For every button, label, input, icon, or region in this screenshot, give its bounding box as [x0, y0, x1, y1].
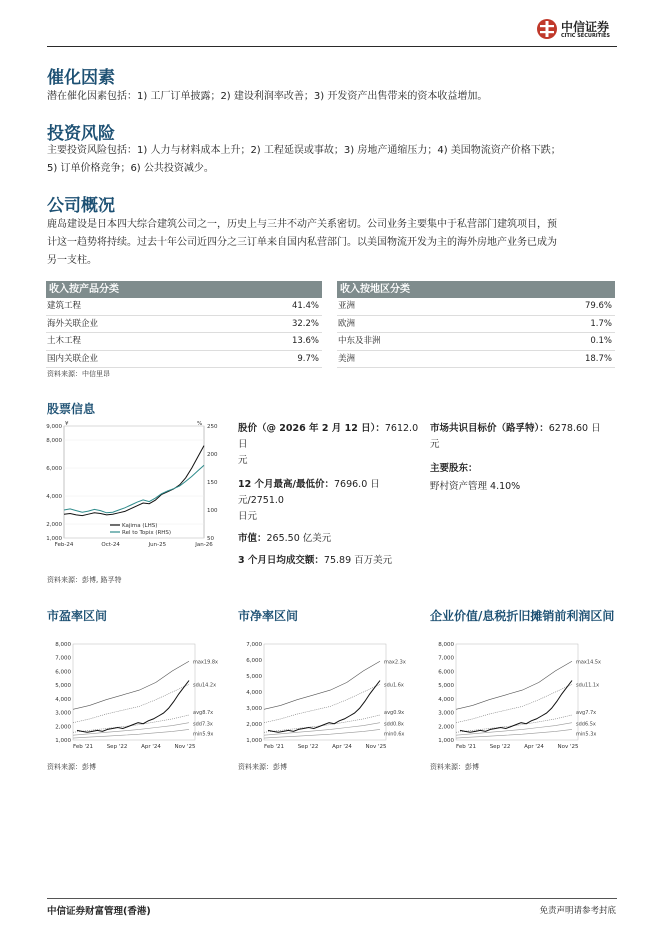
y-tick: 1,000 [55, 738, 71, 744]
logo-name-cn: 中信证券 [561, 20, 610, 34]
y-tick: 5,000 [438, 683, 454, 690]
right-unit-label: % [197, 421, 203, 427]
x-tick: Sep '22 [106, 744, 128, 750]
price-chart-frame [64, 426, 204, 538]
pb-band-chart [238, 636, 418, 752]
y-tick: 7,000 [55, 655, 71, 662]
logo-name-en: CITIC SECURITIES [561, 33, 610, 39]
x-tick: Feb '21 [264, 744, 284, 750]
price-label: 股价（@ 2026 年 2 月 12 日）： [238, 423, 385, 434]
band-label: sdd0.8x [384, 721, 404, 728]
price-unit: 元 [238, 455, 248, 466]
row-label: 土木工程 [47, 336, 82, 346]
band-label: sdu1.6x [384, 682, 404, 689]
mcap-line [238, 531, 424, 547]
y-tick-right: 100 [207, 508, 218, 514]
y-tick: 2,000 [246, 722, 262, 728]
band-label: min5.3x [576, 731, 597, 738]
row-label: 中东及非洲 [338, 336, 381, 346]
row-label: 美洲 [338, 353, 356, 364]
overview-line-3: 另一支柱。 [47, 255, 97, 266]
band-label: avg8.7x [193, 710, 214, 717]
row-label: 建筑工程 [47, 301, 82, 311]
band-label: sdu11.1x [576, 682, 600, 689]
legend-rel-topix: Rel to Topix (RHS) [122, 530, 172, 536]
y-tick: 4,000 [246, 690, 262, 696]
table-row [337, 333, 615, 351]
band-label: max2.3x [384, 659, 406, 666]
y-tick: 6,000 [55, 669, 71, 676]
high-low-unit: 日元 [238, 511, 258, 522]
band-label: min0.6x [384, 731, 405, 738]
y-tick-left: 8,000 [46, 438, 62, 444]
source-note-3b: 资料来源：彭博 [238, 763, 287, 771]
x-tick: Apr '24 [332, 744, 352, 750]
row-value: 1.7% [590, 318, 612, 329]
risks-title: 投资风险 [47, 124, 115, 144]
y-tick: 8,000 [55, 642, 71, 648]
band-label: sdd7.3x [193, 721, 213, 728]
band-label: sdd6.5x [576, 721, 596, 728]
source-note-3a: 资料来源：彭博 [47, 763, 96, 771]
y-tick: 7,000 [246, 642, 262, 648]
y-tick: 1,000 [246, 738, 262, 744]
revenue-by-region-table [337, 281, 615, 368]
catalysts-text: 潜在催化因素包括：1) 工厂订单披露；2) 建设利润率改善；3) 开发资产出售带来的资本收益增加。 [47, 91, 488, 102]
revenue-by-region-header: 收入按地区分类 [337, 281, 615, 298]
y-tick: 5,000 [55, 683, 71, 690]
ev-band-chart [430, 636, 610, 752]
band-label: min5.9x [193, 731, 214, 738]
chart-frame [264, 644, 386, 740]
x-tick: Nov '25 [365, 744, 387, 750]
revenue-by-product-table [46, 281, 322, 368]
catalysts-title: 催化因素 [47, 68, 115, 88]
holder-value: 野村资产管理 4.10% [430, 481, 521, 492]
stock-info-middle [238, 421, 424, 569]
table-row [46, 351, 322, 369]
y-tick: 6,000 [246, 658, 262, 664]
holder-label [430, 461, 616, 477]
price-value: 7612.0 日 [238, 423, 419, 450]
y-tick: 3,000 [438, 710, 454, 717]
band-label: max14.5x [576, 659, 601, 666]
footer-rule [47, 898, 617, 899]
y-tick: 1,000 [438, 738, 454, 744]
pb-band-title: 市净率区间 [238, 609, 299, 623]
x-tick: Sep '22 [297, 744, 319, 750]
chart-frame [73, 644, 195, 740]
adv-value: 75.89 百万美元 [323, 555, 393, 566]
row-label: 海外关联企业 [47, 318, 99, 329]
row-label: 亚洲 [338, 301, 356, 311]
y-tick-left: 4,000 [46, 494, 62, 500]
y-tick: 6,000 [438, 669, 454, 676]
x-tick: Apr '24 [141, 744, 161, 750]
row-value: 41.4% [291, 301, 319, 311]
holder-label-text: 主要股东： [430, 463, 478, 474]
target-line [430, 421, 616, 437]
band-label: avg0.9x [384, 710, 405, 717]
table-row [46, 316, 322, 334]
table-row [337, 298, 615, 316]
ev-band-title: 企业价值/息税折旧摊销前利润区间 [430, 609, 615, 623]
y-tick-left: 2,000 [46, 522, 62, 528]
x-tick: Jun-25 [148, 542, 167, 548]
legend-kajima: Kajima (LHS) [122, 523, 158, 529]
y-tick: 7,000 [438, 655, 454, 662]
overview-title: 公司概况 [47, 196, 115, 216]
x-tick: Sep '22 [489, 744, 511, 750]
row-value: 13.6% [291, 336, 319, 346]
y-tick: 8,000 [438, 642, 454, 648]
y-tick: 4,000 [438, 696, 454, 703]
mcap-value: 265.50 亿美元 [266, 533, 332, 544]
source-note-1: 资料来源：中信里昂 [47, 370, 110, 378]
y-tick-left: 6,000 [46, 466, 62, 472]
overview-line-1: 鹿岛建设是日本四大综合建筑公司之一，历史上与三井不动产关系密切。公司业务主要集中于私营部门建筑项目，预 [47, 219, 557, 230]
y-tick-right: 150 [207, 480, 218, 486]
mcap-label: 市值： [238, 533, 267, 544]
row-value: 0.1% [590, 336, 612, 346]
table-row [337, 351, 615, 369]
risks-line-1: 主要投资风险包括：1) 人力与材料成本上升；2) 工程延误或事故；3) 房地产通缩压力；4) 美国物流资产价格下跌； [47, 145, 561, 156]
y-tick: 3,000 [55, 710, 71, 717]
source-note-2: 资料来源：彭博, 路孚特 [47, 576, 122, 584]
target-value: 6278.60 日 [548, 423, 601, 434]
pe-band-title: 市盈率区间 [47, 609, 108, 623]
y-tick: 3,000 [246, 706, 262, 712]
x-tick: Nov '25 [174, 744, 196, 750]
table-row [337, 316, 615, 334]
y-tick-right: 50 [207, 536, 214, 542]
x-tick: Apr '24 [524, 744, 544, 750]
pe-band-chart [47, 636, 227, 752]
row-label: 欧洲 [338, 318, 356, 329]
row-value: 32.2% [291, 318, 319, 329]
y-tick-right: 250 [207, 424, 218, 430]
high-low-value: 7696.0 日元/2751.0 [238, 479, 380, 506]
band-label: sdu14.2x [193, 682, 217, 689]
x-tick: Nov '25 [557, 744, 579, 750]
row-label: 国内关联企业 [47, 353, 99, 364]
table-row [46, 298, 322, 316]
x-tick: Feb '21 [73, 744, 93, 750]
revenue-by-product-header: 收入按产品分类 [46, 281, 322, 298]
target-unit: 元 [430, 439, 440, 450]
adv-line [238, 553, 424, 569]
price-line [238, 421, 424, 453]
y-tick-right: 200 [207, 452, 218, 458]
x-tick: Feb-24 [54, 542, 74, 548]
adv-label: 3 个月日均成交额： [238, 555, 324, 566]
band-label: avg7.7x [576, 710, 597, 717]
y-tick-left: 9,000 [46, 424, 62, 430]
row-value: 9.7% [297, 353, 319, 364]
overview-line-2: 计这一趋势将持续。过去十年公司近四分之三订单来自国内私营部门。以美国物流开发为主的海外房地产业务已成为 [47, 237, 557, 248]
stock-info-title: 股票信息 [47, 402, 96, 416]
y-tick: 4,000 [55, 696, 71, 703]
footer-right: 免责声明请参考封底 [539, 906, 616, 916]
high-low-line [238, 477, 424, 509]
x-tick: Oct-24 [101, 542, 120, 548]
table-row [46, 333, 322, 351]
band-label: max19.8x [193, 659, 218, 666]
y-tick: 2,000 [438, 724, 454, 731]
y-tick: 5,000 [246, 674, 262, 680]
x-tick: Jan-26 [195, 542, 213, 548]
y-tick: 2,000 [55, 724, 71, 731]
stock-info-right [430, 421, 616, 495]
header-rule [47, 46, 617, 47]
risks-line-2: 5) 订单价格竞争；6) 公共投资减少。 [47, 163, 214, 174]
citic-seal-icon [536, 18, 558, 40]
row-value: 79.6% [584, 301, 612, 311]
high-low-label: 12 个月最高/最低价： [238, 479, 334, 490]
chart-frame [456, 644, 578, 740]
price-chart [44, 420, 224, 550]
footer-left: 中信证券财富管理(香港) [47, 906, 151, 917]
x-tick: Feb '21 [456, 744, 476, 750]
y-tick-left: 1,000 [46, 536, 62, 542]
target-label: 市场共识目标价（路孚特）： [430, 423, 549, 434]
source-note-3c: 资料来源：彭博 [430, 763, 479, 771]
row-value: 18.7% [584, 353, 612, 364]
logo [536, 18, 616, 44]
left-unit-label: ¥ [65, 421, 69, 427]
